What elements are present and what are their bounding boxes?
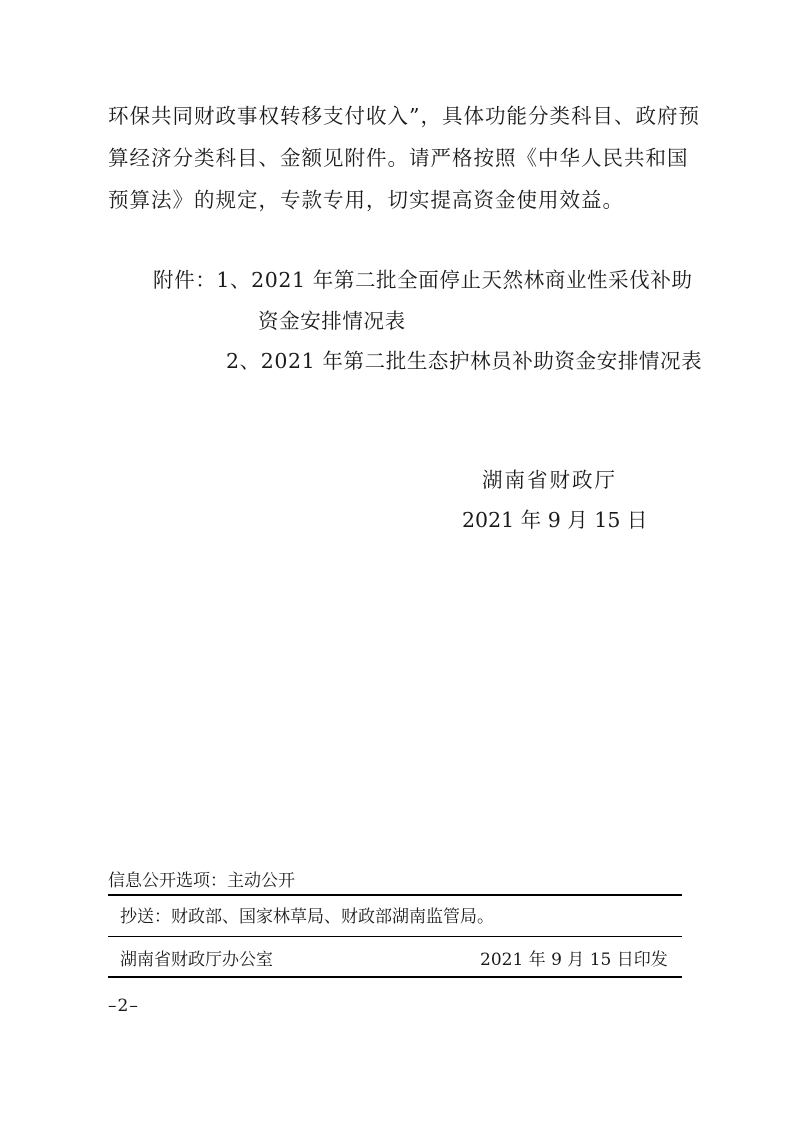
body-line-2: 算经济分类科目、金额见附件。请严格按照《中华人民共和国	[108, 146, 689, 170]
attachment-2-number: 2、	[226, 349, 261, 373]
cc-list: 抄送：财政部、国家林草局、财政部湖南监管局。	[120, 907, 494, 927]
footer-top-rule	[108, 894, 682, 896]
attachment-1-title-line1: 2021 年第二批全面停止天然林商业性采伐补助	[251, 268, 693, 292]
body-line-3: 预算法》的规定，专款专用，切实提高资金使用效益。	[108, 188, 624, 212]
attachment-1-title-line2: 资金安排情况表	[258, 309, 406, 333]
footer-bottom-rule	[108, 976, 682, 978]
footer-middle-rule	[108, 936, 682, 937]
page-number: –2–	[108, 996, 139, 1016]
signature-org: 湖南省财政厅	[482, 468, 617, 492]
issue-date: 2021 年 9 月 15 日印发	[480, 950, 668, 970]
attachment-item-1	[153, 265, 693, 295]
attachment-2-title: 2021 年第二批生态护林员补助资金安排情况表	[260, 349, 703, 373]
body-line-1: 环保共同财政事权转移支付收入”，具体功能分类科目、政府预	[108, 104, 700, 128]
issuing-office: 湖南省财政厅办公室	[120, 950, 273, 970]
disclosure-option: 信息公开选项：主动公开	[108, 871, 295, 891]
attachments-label: 附件：	[153, 268, 217, 292]
attachment-1-number: 1、	[216, 268, 252, 292]
signature-date: 2021 年 9 月 15 日	[462, 508, 648, 532]
attachment-item-2	[226, 346, 702, 376]
